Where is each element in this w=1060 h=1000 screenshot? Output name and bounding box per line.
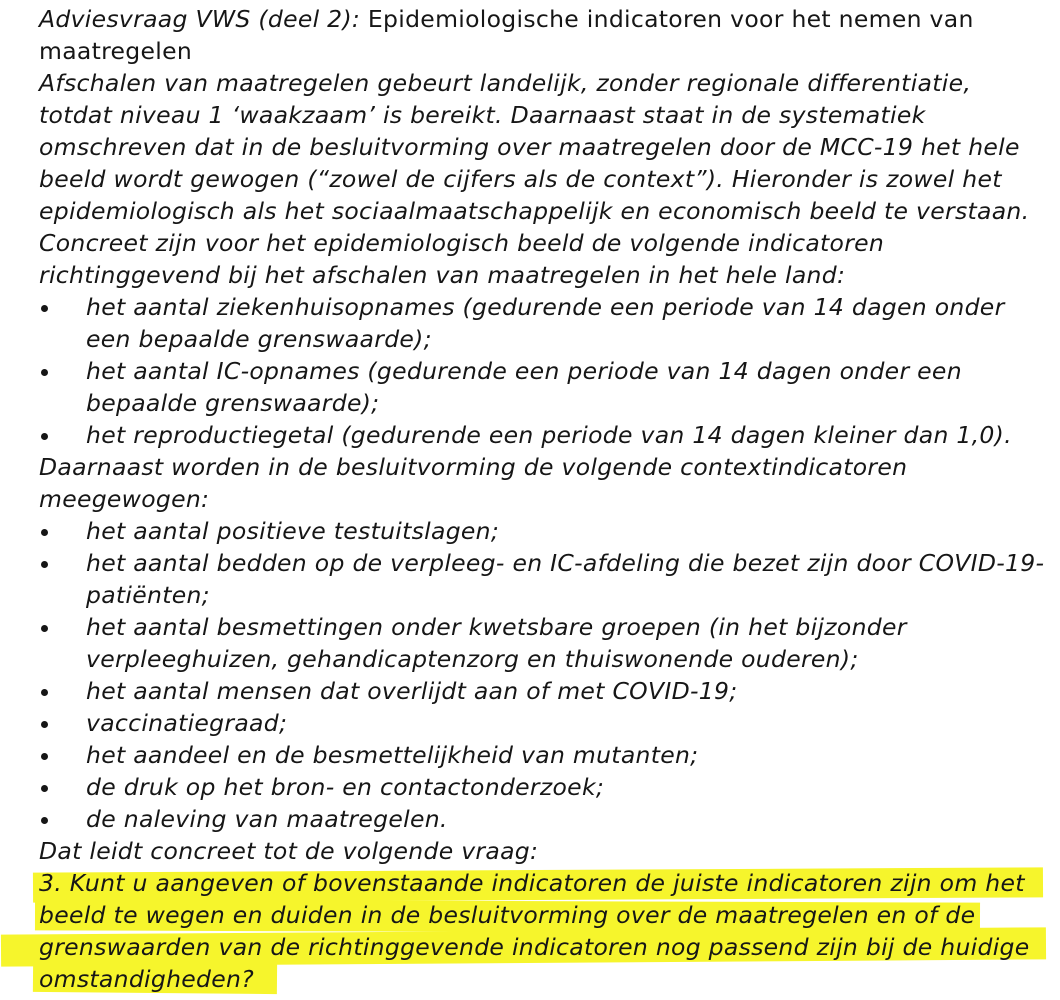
document-heading [39, 3, 1049, 67]
bullet-icon [41, 785, 48, 792]
bullet-icon [41, 689, 48, 696]
document-body [39, 3, 1049, 995]
list-item: het aantal bedden op de verpleeg- en IC-afdeling die bezet zijn door COVID-19-patiënten; [39, 547, 1049, 611]
question-intro: Dat leidt concreet tot de volgende vraag: [39, 837, 539, 865]
heading-title: Epidemiologische indicatoren voor het nemen van maatregelen [39, 5, 974, 65]
list-item: het aandeel en de besmettelijkheid van mutanten; [39, 739, 1049, 771]
bullet-icon [41, 305, 48, 312]
bullet-icon [41, 817, 48, 824]
highlighted-question [39, 867, 1049, 995]
bullet-icon [41, 529, 48, 536]
intro-paragraph: Afschalen van maatregelen gebeurt landelijk, zonder regionale differentiatie, totdat niveau 1 ‘waakzaam’ is bereikt. Daarnaast staat in de systematiek omschreven dat in de besluitvorming over maatregelen door de MCC-19 het hele beeld wordt gewogen (“zowel de cijfers als de context”). Hieronder is zowel het epidemiologisch als het sociaalmaatschappelijk en economisch beeld te verstaan. Concreet zijn voor het epidemiologisch beeld de volgende indicatoren richtinggevend bij het afschalen van maatregelen in het hele land: [39, 69, 1030, 289]
context-indicators-list [39, 515, 1049, 835]
list-item: vaccinatiegraad; [39, 707, 1049, 739]
list-item: het aantal mensen dat overlijdt aan of met COVID-19; [39, 675, 1049, 707]
list-item: het reproductiegetal (gedurende een periode van 14 dagen kleiner dan 1,0). [39, 419, 1049, 451]
question-text: 3. Kunt u aangeven of bovenstaande indicatoren de juiste indicatoren zijn om het beeld te wegen en duiden in de besluitvorming over de maatregelen en of de grenswaarden van de richtinggevende indicatoren nog passend zijn bij de huidige omstandigheden? [39, 869, 1030, 993]
bullet-icon [41, 433, 48, 440]
list-item: het aantal ziekenhuisopnames (gedurende een periode van 14 dagen onder een bepaalde grenswaarde); [39, 291, 1049, 355]
list-item: de druk op het bron- en contactonderzoek; [39, 771, 1049, 803]
bullet-icon [41, 721, 48, 728]
bullet-icon [41, 369, 48, 376]
guiding-indicators-list [39, 291, 1049, 451]
list-item: de naleving van maatregelen. [39, 803, 1049, 835]
list-item: het aantal positieve testuitslagen; [39, 515, 1049, 547]
bullet-icon [41, 753, 48, 760]
bullet-icon [41, 625, 48, 632]
heading-label: Adviesvraag VWS (deel 2): [39, 5, 361, 33]
list-item: het aantal besmettingen onder kwetsbare groepen (in het bijzonder verpleeghuizen, gehandicaptenzorg en thuiswonende ouderen); [39, 611, 1049, 675]
bullet-icon [41, 561, 48, 568]
list-item: het aantal IC-opnames (gedurende een periode van 14 dagen onder een bepaalde grenswaarde); [39, 355, 1049, 419]
context-intro: Daarnaast worden in de besluitvorming de volgende contextindicatoren meegewogen: [39, 453, 908, 513]
